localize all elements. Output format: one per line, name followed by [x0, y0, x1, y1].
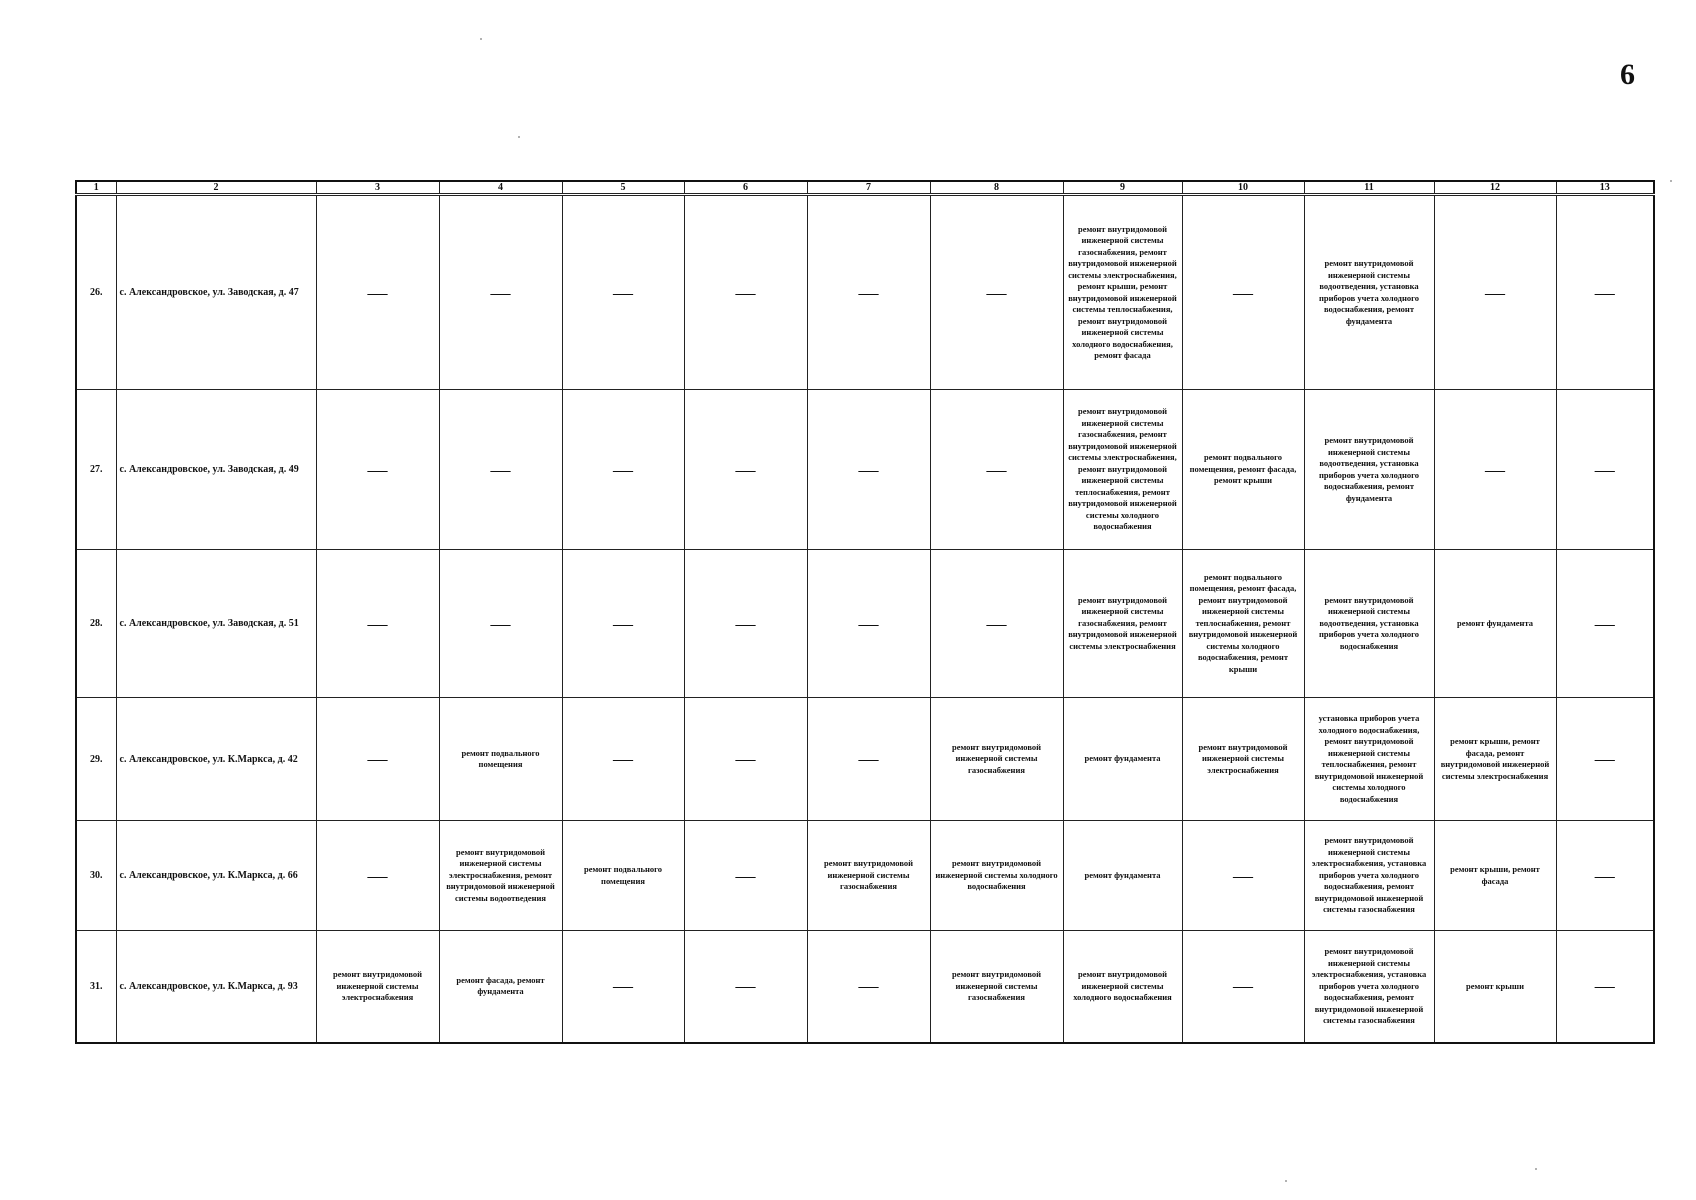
dash-mark: — [490, 458, 511, 481]
dash-mark: — [735, 281, 756, 304]
empty-cell [1434, 390, 1556, 550]
column-number-header: 8 [930, 181, 1063, 195]
repair-work-cell [1304, 550, 1434, 698]
empty-cell [1556, 931, 1654, 1043]
repair-work-text: ремонт внутридомовой инженерной системы водоотведения, установка приборов учета холодного водоснабжения, ремонт фундамента [1318, 435, 1420, 503]
column-number-header: 13 [1556, 181, 1654, 195]
repair-work-cell [1063, 390, 1182, 550]
dash-mark: — [735, 458, 756, 481]
building-address: с. Александровское, ул. Заводская, д. 47 [116, 195, 316, 390]
column-number-header: 12 [1434, 181, 1556, 195]
column-number-header: 9 [1063, 181, 1182, 195]
repair-work-cell [316, 931, 439, 1043]
dash-mark: — [986, 458, 1007, 481]
repair-work-cell [930, 698, 1063, 821]
empty-cell [684, 195, 807, 390]
column-number-row [76, 181, 1654, 195]
dash-mark: — [858, 748, 879, 770]
repair-work-cell [1434, 550, 1556, 698]
empty-cell [1182, 821, 1304, 931]
dash-mark: — [1485, 281, 1505, 304]
empty-cell [316, 698, 439, 821]
dash-mark: — [1233, 975, 1253, 998]
dash-mark: — [1594, 864, 1615, 887]
row-number: 31. [76, 931, 116, 1043]
repair-work-text: ремонт подвального помещения, ремонт фасада, ремонт крыши [1189, 452, 1297, 486]
repair-work-text: ремонт внутридомовой инженерной системы водоотведения, установка приборов учета холодного водоснабжения [1318, 594, 1420, 651]
dash-mark: — [490, 281, 511, 304]
repair-work-cell [439, 698, 562, 821]
repair-work-text: ремонт крыши, ремонт фасада [1450, 864, 1540, 886]
repair-work-cell [1063, 550, 1182, 698]
column-number-header: 1 [76, 181, 116, 195]
dash-mark: — [735, 748, 756, 770]
empty-cell [562, 698, 684, 821]
repair-work-cell [1063, 698, 1182, 821]
repair-work-cell [1434, 698, 1556, 821]
empty-cell [684, 931, 807, 1043]
repair-work-cell [1063, 821, 1182, 931]
scan-speck [1285, 1180, 1287, 1182]
table-body [76, 195, 1654, 1043]
dash-mark: — [613, 281, 633, 304]
column-number-header: 5 [562, 181, 684, 195]
empty-cell [1556, 195, 1654, 390]
dash-mark: — [613, 975, 633, 998]
empty-cell [930, 390, 1063, 550]
dash-mark: — [490, 612, 511, 635]
repair-work-text: ремонт внутридомовой инженерной системы электроснабжения, ремонт внутридомовой инженерной системы водоотведения [446, 846, 555, 903]
dash-mark: — [858, 612, 879, 635]
repair-work-text: ремонт подвального помещения [583, 864, 663, 886]
repair-work-cell [1304, 821, 1434, 931]
repair-schedule-table [75, 180, 1655, 1044]
empty-cell [316, 195, 439, 390]
repair-work-cell [930, 931, 1063, 1043]
empty-cell [807, 195, 930, 390]
empty-cell [1182, 931, 1304, 1043]
table-row [76, 698, 1654, 821]
dash-mark: — [858, 458, 879, 481]
repair-work-text: ремонт фундамента [1084, 753, 1161, 764]
empty-cell [1434, 195, 1556, 390]
repair-work-text: ремонт фасада, ремонт фундамента [456, 974, 545, 997]
dash-mark: — [858, 281, 879, 304]
dash-mark: — [1594, 975, 1615, 998]
dash-mark: — [367, 281, 388, 304]
dash-mark: — [1485, 458, 1505, 481]
repair-work-text: ремонт внутридомовой инженерной системы газоснабжения, ремонт внутридомовой инженерной системы электроснабжения, ремонт внутридомовой инженерной системы теплоснабжения, ремонт внутридомовой инженерной системы холодного водоснабжения [1068, 406, 1177, 532]
repair-work-cell [1063, 931, 1182, 1043]
dash-mark: — [1233, 281, 1253, 304]
repair-work-text: ремонт фундамента [1457, 617, 1533, 628]
empty-cell [1556, 390, 1654, 550]
empty-cell [807, 550, 930, 698]
dash-mark: — [735, 864, 756, 887]
repair-work-text: ремонт крыши, ремонт фасада, ремонт внутридомовой инженерной системы электроснабжения [1440, 736, 1550, 781]
dash-mark: — [858, 975, 879, 998]
empty-cell [562, 550, 684, 698]
column-number-header: 3 [316, 181, 439, 195]
scan-speck [480, 38, 482, 40]
empty-cell [316, 390, 439, 550]
empty-cell [562, 390, 684, 550]
empty-cell [684, 698, 807, 821]
empty-cell [562, 931, 684, 1043]
empty-cell [439, 550, 562, 698]
empty-cell [316, 550, 439, 698]
table-row [76, 821, 1654, 931]
dash-mark: — [735, 612, 756, 635]
repair-work-cell [1182, 550, 1304, 698]
repair-work-cell [1434, 931, 1556, 1043]
dash-mark: — [613, 612, 633, 635]
repair-work-text: ремонт внутридомовой инженерной системы электроснабжения, установка приборов учета холодного водоснабжения, ремонт внутридомовой инженерной системы газоснабжения [1311, 946, 1427, 1025]
dash-mark: — [986, 281, 1007, 304]
dash-mark: — [986, 612, 1007, 635]
repair-work-text: ремонт подвального помещения [461, 747, 540, 769]
building-address: с. Александровское, ул. Заводская, д. 51 [116, 550, 316, 698]
building-address: с. Александровское, ул. К.Маркса, д. 93 [116, 931, 316, 1043]
repair-work-cell [1434, 821, 1556, 931]
repair-work-text: ремонт подвального помещения, ремонт фасада, ремонт внутридомовой инженерной системы теплоснабжения, ремонт внутридомовой инженерной системы холодного водоснабжения, ремонт крыши [1188, 571, 1298, 674]
empty-cell [1556, 550, 1654, 698]
column-number-header: 11 [1304, 181, 1434, 195]
repair-work-text: ремонт внутридомовой инженерной системы электроснабжения [332, 969, 423, 1002]
repair-work-text: ремонт крыши [1466, 980, 1524, 991]
repair-work-cell [1182, 698, 1304, 821]
repair-work-text: ремонт внутридомовой инженерной системы холодного водоснабжения [935, 858, 1058, 892]
table-row [76, 390, 1654, 550]
dash-mark: — [1594, 748, 1615, 770]
scan-speck [1670, 180, 1672, 182]
building-address: с. Александровское, ул. Заводская, д. 49 [116, 390, 316, 550]
empty-cell [807, 390, 930, 550]
scan-speck [1535, 1168, 1537, 1170]
column-number-header: 7 [807, 181, 930, 195]
dash-mark: — [367, 458, 388, 481]
repair-work-text: ремонт внутридомовой инженерной системы газоснабжения, ремонт внутридомовой инженерной системы электроснабжения [1068, 594, 1177, 651]
column-number-header: 10 [1182, 181, 1304, 195]
dash-mark: — [1594, 612, 1615, 635]
table-row [76, 550, 1654, 698]
repair-work-cell [930, 821, 1063, 931]
column-number-header: 6 [684, 181, 807, 195]
repair-work-cell [439, 931, 562, 1043]
repair-work-text: ремонт внутридомовой инженерной системы электроснабжения, установка приборов учета холодного водоснабжения, ремонт внутридомовой инженерной системы газоснабжения [1311, 835, 1427, 915]
empty-cell [807, 698, 930, 821]
empty-cell [1556, 698, 1654, 821]
dash-mark: — [735, 975, 756, 998]
repair-work-cell [1182, 390, 1304, 550]
scan-speck [518, 136, 520, 138]
empty-cell [1182, 195, 1304, 390]
dash-mark: — [613, 458, 633, 481]
empty-cell [807, 931, 930, 1043]
dash-mark: — [1233, 864, 1253, 887]
building-address: с. Александровское, ул. К.Маркса, д. 42 [116, 698, 316, 821]
empty-cell [439, 390, 562, 550]
empty-cell [562, 195, 684, 390]
repair-work-text: ремонт внутридомовой инженерной системы электроснабжения [1198, 741, 1288, 775]
repair-work-cell [1304, 195, 1434, 390]
repair-work-text: ремонт внутридомовой инженерной системы газоснабжения [951, 741, 1042, 775]
empty-cell [684, 550, 807, 698]
repair-work-text: установка приборов учета холодного водоснабжения, ремонт внутридомовой инженерной системы теплоснабжения, ремонт внутридомовой инженерной системы холодного водоснабжения [1314, 713, 1424, 804]
repair-work-cell [1063, 195, 1182, 390]
dash-mark: — [1594, 281, 1615, 304]
empty-cell [439, 195, 562, 390]
page-number: 6 [1620, 58, 1635, 91]
dash-mark: — [367, 612, 388, 635]
building-address: с. Александровское, ул. К.Маркса, д. 66 [116, 821, 316, 931]
repair-work-cell [439, 821, 562, 931]
empty-cell [930, 550, 1063, 698]
empty-cell [1556, 821, 1654, 931]
repair-work-text: ремонт внутридомовой инженерной системы газоснабжения [823, 858, 914, 892]
dash-mark: — [1594, 458, 1615, 481]
table-row [76, 195, 1654, 390]
repair-work-cell [807, 821, 930, 931]
repair-work-cell [1304, 390, 1434, 550]
empty-cell [316, 821, 439, 931]
row-number: 29. [76, 698, 116, 821]
repair-work-text: ремонт внутридомовой инженерной системы газоснабжения, ремонт внутридомовой инженерной системы электроснабжения, ремонт крыши, ремонт внутридомовой инженерной системы теплоснабжения, ремонт внутридомовой инженерной системы холодного водоснабжения, ремонт фасада [1068, 223, 1177, 360]
repair-work-cell [1304, 698, 1434, 821]
table-row [76, 931, 1654, 1043]
repair-work-text: ремонт фундамента [1084, 869, 1161, 880]
repair-work-text: ремонт внутридомовой инженерной системы водоотведения, установка приборов учета холодного водоснабжения, ремонт фундамента [1318, 258, 1420, 326]
empty-cell [930, 195, 1063, 390]
repair-work-cell [1304, 931, 1434, 1043]
dash-mark: — [367, 748, 388, 770]
row-number: 28. [76, 550, 116, 698]
repair-work-text: ремонт внутридомовой инженерной системы холодного водоснабжения [1073, 969, 1172, 1002]
dash-mark: — [613, 748, 633, 770]
empty-cell [684, 390, 807, 550]
column-number-header: 2 [116, 181, 316, 195]
row-number: 26. [76, 195, 116, 390]
column-number-header: 4 [439, 181, 562, 195]
repair-work-cell [562, 821, 684, 931]
empty-cell [684, 821, 807, 931]
dash-mark: — [367, 864, 388, 887]
row-number: 30. [76, 821, 116, 931]
row-number: 27. [76, 390, 116, 550]
repair-work-text: ремонт внутридомовой инженерной системы газоснабжения [951, 969, 1042, 1002]
